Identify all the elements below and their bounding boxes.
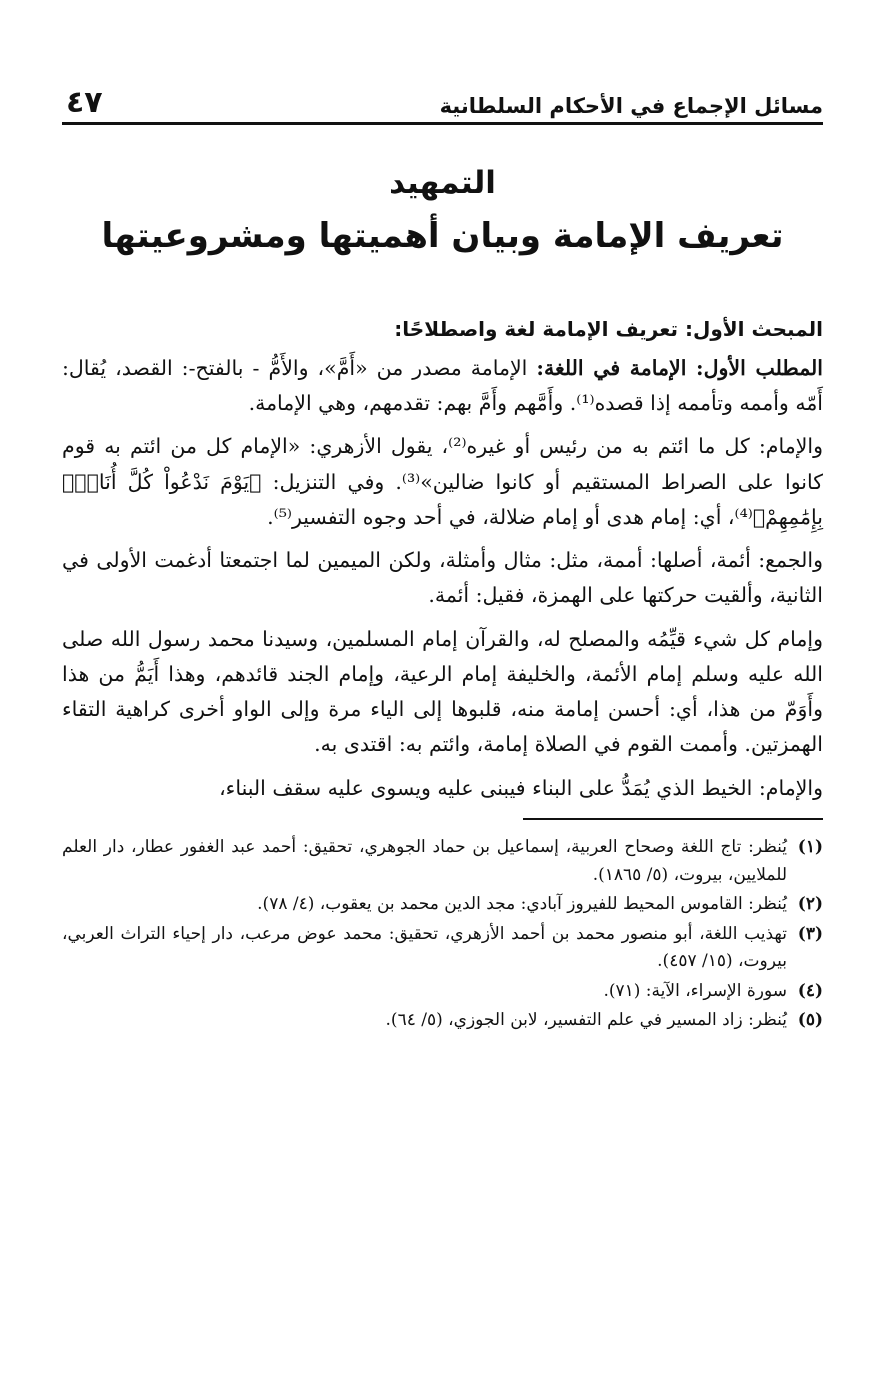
footnote-separator [523, 818, 823, 820]
footnote-number: (٤) [797, 980, 823, 1001]
paragraph-text: والإمام: الخيط الذي يُمَدُّ على البناء فيبنى عليه ويسوى عليه سقف البناء، [219, 775, 823, 800]
section-heading: المبحث الأول: تعريف الإمامة لغة واصطلاحًا: [394, 316, 823, 341]
footnote-text: يُنظر: القاموس المحيط للفيروز آبادي: مجد الدين محمد بن يعقوب، (٤/ ٧٨). [257, 894, 787, 915]
footnote-number: (٣) [797, 923, 823, 944]
footnote-4 [62, 978, 823, 1006]
paragraph-text: وإمام كل شيء قيِّمُه والمصلح له، والقرآن إمام المسلمين، وسيدنا محمد رسول الله صلى الله عليه وسلم إمام الأئمة، والخليفة إمام الرعية، وإمام الجند قائدهم، وهذا أَيَمُّ من هذا وأَوَمّ من هذا، أي: أحسن إمامة منه، قلبوها إلى الياء مرة وإلى الواو أخرى كراهية التقاء الهمزتين. وأممت القوم في الصلاة إمامة، وائتم به: اقتدى به. [62, 626, 823, 757]
footnote-number: (٥) [797, 1010, 823, 1031]
footnote-3 [62, 921, 823, 976]
paragraph-text: والجمع: أئمة، أصلها: أممة، مثل: مثال وأمثلة، ولكن الميمين لما اجتمعتا أدغمت الأولى في الثانية، وألقيت حركتها على الهمزة، فقيل: أئمة. [62, 548, 823, 608]
footnote-text: سورة الإسراء، الآية: (٧١). [603, 980, 787, 1001]
paragraph-5 [62, 771, 823, 806]
paragraph-lead: المطلب الأول: الإمامة في اللغة: [536, 355, 823, 380]
footnote-number: (١) [797, 836, 823, 857]
chapter-subheading: تعريف الإمامة وبيان أهميتها ومشروعيتها [101, 216, 784, 257]
paragraph-2 [62, 429, 823, 535]
paragraph-1 [62, 351, 823, 422]
footnote-5 [62, 1007, 823, 1035]
chapter-heading: التمهيد [389, 165, 496, 201]
footnote-text: يُنظر: زاد المسير في علم التفسير، لابن الجوزي، (٥/ ٦٤). [385, 1010, 787, 1031]
paragraph-text: الإمامة مصدر من «أَمَّ»، والأَمُّ - بالفتح-: القصد، يُقال: أَمّه وأممه وتأممه إذا قصده⁽¹⁾. وأَمَّهم وأَمَّ بهم: تقدمهم، وهي الإمامة. [62, 355, 823, 416]
footnote-text: تهذيب اللغة، أبو منصور محمد بن أحمد الأزهري، تحقيق: محمد عوض مرعب، دار إحياء التراث العربي، بيروت، (١٥/ ٤٥٧). [62, 923, 787, 972]
paragraph-4 [62, 622, 823, 763]
page-number: ٤٧ [66, 85, 103, 120]
paragraph-3 [62, 543, 823, 614]
footnote-1 [62, 834, 823, 889]
paragraph-text: والإمام: كل ما ائتم به من رئيس أو غيره⁽²⁾، يقول الأزهري: «الإمام كل من ائتم به قوم كانوا على الصراط المستقيم أو كانوا ضالين»⁽³⁾. وفي التنزيل: ﴿يَوْمَ نَدْعُواْ كُلَّ أُنَاسٍۭ بِإِمَٰمِهِمْ﴾⁽⁴⁾، أي: إمام هدى أو إمام ضلالة، في أحد وجوه التفسير⁽⁵⁾. [62, 434, 823, 529]
book-title: مسائل الإجماع في الأحكام السلطانية [439, 94, 823, 118]
footnotes [62, 834, 823, 1035]
footnote-2 [62, 891, 823, 919]
footnote-text: يُنظر: تاج اللغة وصحاح العربية، إسماعيل بن حماد الجوهري، تحقيق: أحمد عبد الغفور عطار، دار العلم للملايين، بيروت، (٥/ ١٨٦٥). [62, 836, 787, 885]
running-header [62, 70, 823, 125]
footnote-number: (٢) [797, 894, 823, 915]
body-text [62, 351, 823, 806]
